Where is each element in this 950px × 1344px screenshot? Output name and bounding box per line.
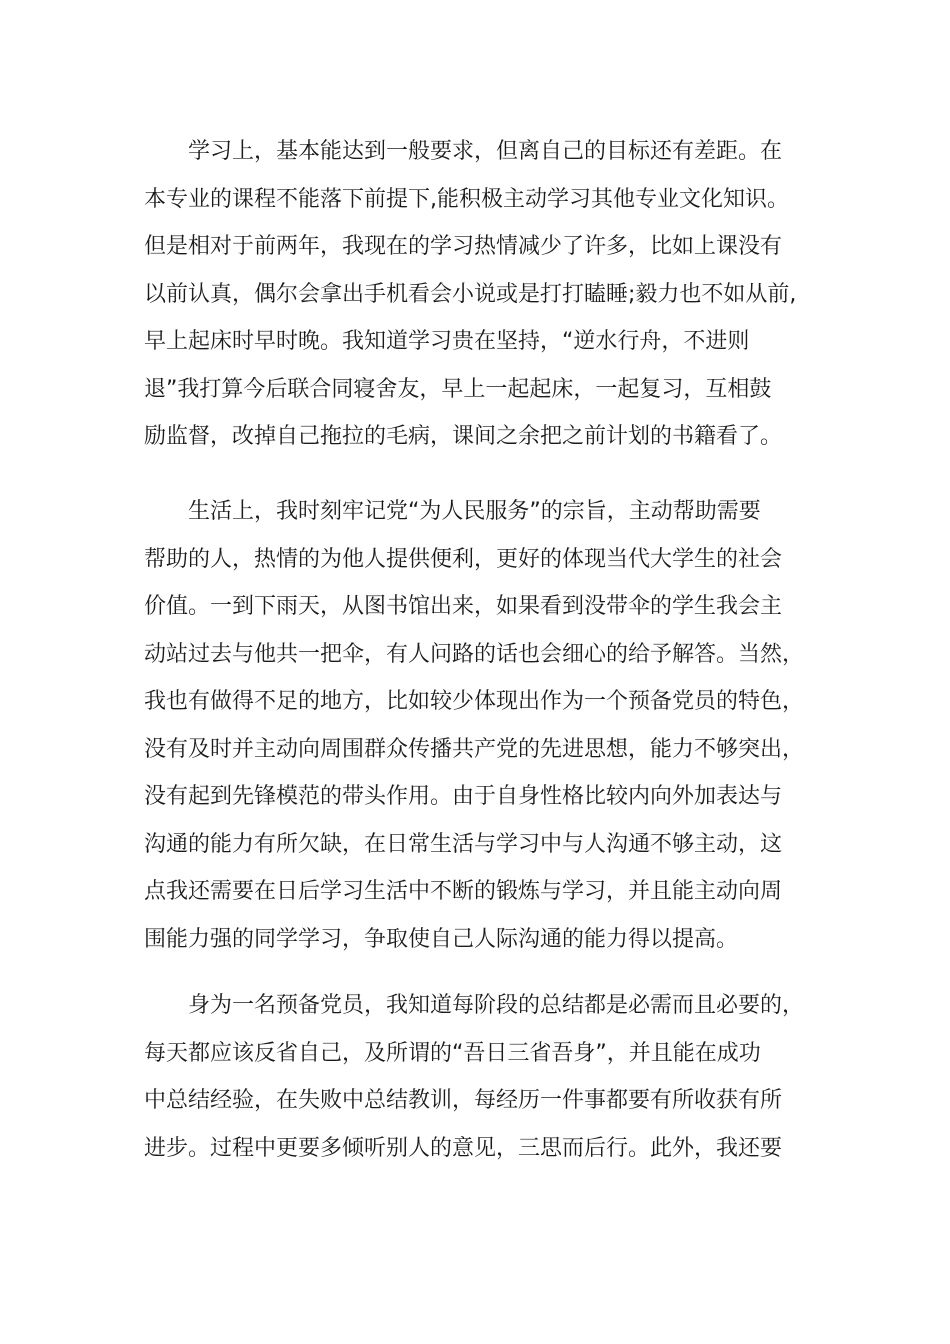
text-line: 点我还需要在日后学习生活中不断的锻炼与学习，并且能主动向周 (144, 879, 783, 904)
paragraph-life (144, 488, 804, 963)
text-line: 身为一名预备党员，我知道每阶段的总结都是必需而且必要的， (188, 993, 805, 1018)
text-line: 但是相对于前两年，我现在的学习热情减少了许多，比如上课没有 (144, 234, 783, 259)
paragraph-study (144, 128, 796, 461)
text-line: 沟通的能力有所欠缺，在日常生活与学习中与人沟通不够主动，这 (144, 831, 783, 857)
text-line: 每天都应该反省自己，及所谓的“吾日三省吾身”，并且能在成功 (144, 1040, 761, 1066)
text-line: 价值。一到下雨天，从图书馆出来，如果看到没带伞的学生我会主 (144, 594, 783, 619)
text-line: 围能力强的同学学习，争取使自己人际沟通的能力得以提高。 (144, 926, 739, 952)
text-line: 没有起到先锋模范的带头作用。由于自身性格比较内向外加表达与 (144, 784, 783, 809)
text-line: 学习上，基本能达到一般要求，但离自己的目标还有差距。在 (188, 139, 783, 164)
paragraph-reflection (144, 982, 804, 1172)
text-line: 励监督，改掉自己拖拉的毛病，课间之余把之前计划的书籍看了。 (144, 424, 783, 449)
text-line: 生活上，我时刻牢记党“为人民服务”的宗旨，主动帮助需要 (188, 499, 761, 524)
text-line: 本专业的课程不能落下前提下,能积极主动学习其他专业文化知识。 (144, 186, 789, 212)
text-line: 中总结经验，在失败中总结教训，每经历一件事都要有所收获有所 (144, 1088, 783, 1113)
text-line: 以前认真，偶尔会拿出手机看会小说或是打打瞌睡;毅力也不如从前, (144, 281, 797, 307)
text-line: 没有及时并主动向周围群众传播共产党的先进思想，能力不够突出， (144, 736, 805, 762)
text-line: 退”我打算今后联合同寝舍友，早上一起起床，一起复习，互相鼓 (144, 376, 772, 402)
text-line: 进步。过程中更要多倾听别人的意见，三思而后行。此外，我还要 (144, 1135, 783, 1161)
text-line: 我也有做得不足的地方，比如较少体现出作为一个预备党员的特色， (144, 689, 805, 714)
text-line: 帮助的人，热情的为他人提供便利，更好的体现当代大学生的社会 (144, 546, 783, 572)
text-line: 早上起床时早时晚。我知道学习贵在坚持，“逆水行舟，不进则 (144, 329, 750, 354)
text-line: 动站过去与他共一把伞，有人问路的话也会细心的给予解答。当然， (144, 641, 805, 667)
